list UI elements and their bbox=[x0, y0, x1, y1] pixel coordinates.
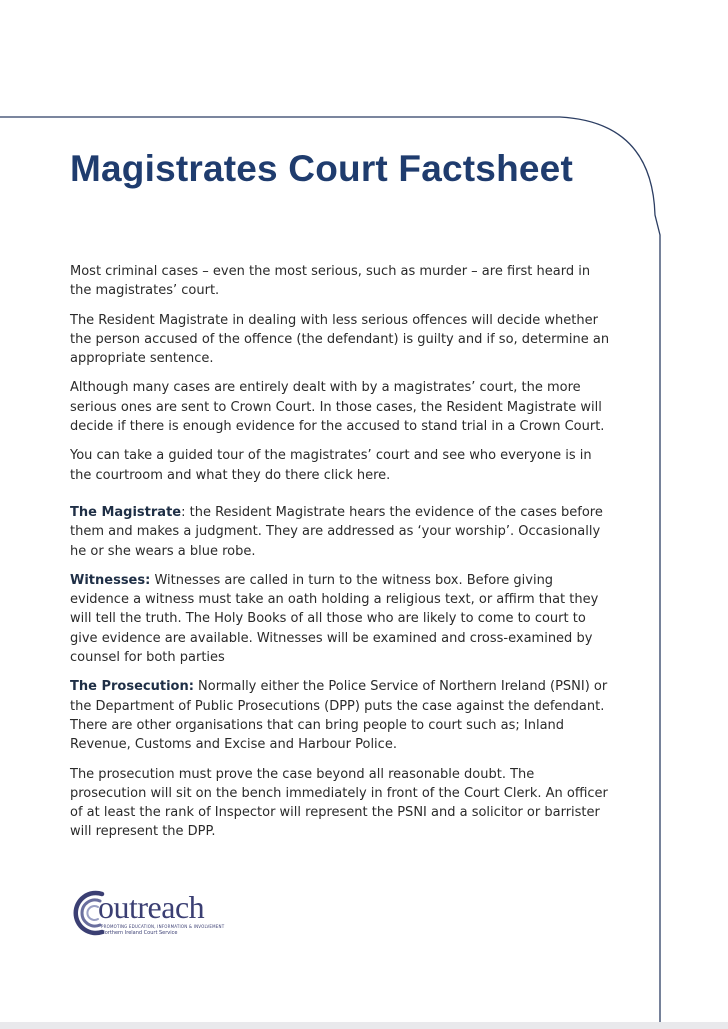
magistrate-label: The Magistrate bbox=[70, 504, 182, 520]
prosecution-proof-paragraph: The prosecution must prove the case beyond all reasonable doubt. The prosecution will sit on the bench immediately in front of the Court Clerk. An officer of at least the rank of Inspector will represent the PSNI and a solicitor or barrister will represent the DPP. bbox=[70, 766, 608, 840]
resident-magistrate-paragraph: The Resident Magistrate in dealing with less serious offences will decide whether the person accused of the offence (the defendant) is guilty and if so, determine an appropriate sentence. bbox=[70, 312, 610, 367]
factsheet-body bbox=[70, 262, 612, 852]
witnesses-label: Witnesses: bbox=[70, 572, 151, 588]
witnesses-text: Witnesses are called in turn to the witness box. Before giving evidence a witness must take an oath holding a religious text, or affirm that they will tell the truth. The Holy Books of all those who are likely to come to court to give evidence are available. Witnesses will be examined and cross-examined by counsel for both parties bbox=[70, 572, 599, 666]
logo-org-name: Northern Ireland Court Service bbox=[101, 930, 178, 936]
prosecution-label: The Prosecution: bbox=[70, 679, 194, 695]
prosecution-text: Normally either the Police Service of Northern Ireland (PSNI) or the Department of Public Prosecutions (DPP) puts the case against the defendant. There are other organisations that can bring people to court such as; Inland Revenue, Customs and Excise and Harbour Police. bbox=[70, 679, 608, 753]
page-title: Magistrates Court Factsheet bbox=[70, 148, 573, 189]
outreach-wordmark: outreach bbox=[98, 889, 205, 925]
magistrate-paragraph bbox=[70, 503, 612, 561]
bottom-page-strip bbox=[0, 1022, 728, 1029]
logo-tagline: PROMOTING EDUCATION, INFORMATION & INVOLVEMENT bbox=[101, 924, 225, 929]
outreach-logo bbox=[68, 888, 238, 940]
prosecution-paragraph bbox=[70, 677, 612, 754]
magistrate-text: : the Resident Magistrate hears the evidence of the cases before them and makes a judgment. They are addressed as ‘your worship’. Occasionally he or she wears a blue robe. bbox=[70, 504, 603, 559]
guided-tour-paragraph[interactable]: You can take a guided tour of the magistrates’ court and see who everyone is in the courtroom and what they do there click here. bbox=[70, 448, 592, 483]
crown-court-paragraph: Although many cases are entirely dealt with by a magistrates’ court, the more serious ones are sent to Crown Court. In those cases, the Resident Magistrate will decide if there is enough evidence for the accused to stand trial in a Crown Court. bbox=[70, 380, 605, 435]
intro-paragraph: Most criminal cases – even the most serious, such as murder – are first heard in the magistrates’ court. bbox=[70, 264, 591, 299]
witnesses-paragraph bbox=[70, 571, 612, 667]
